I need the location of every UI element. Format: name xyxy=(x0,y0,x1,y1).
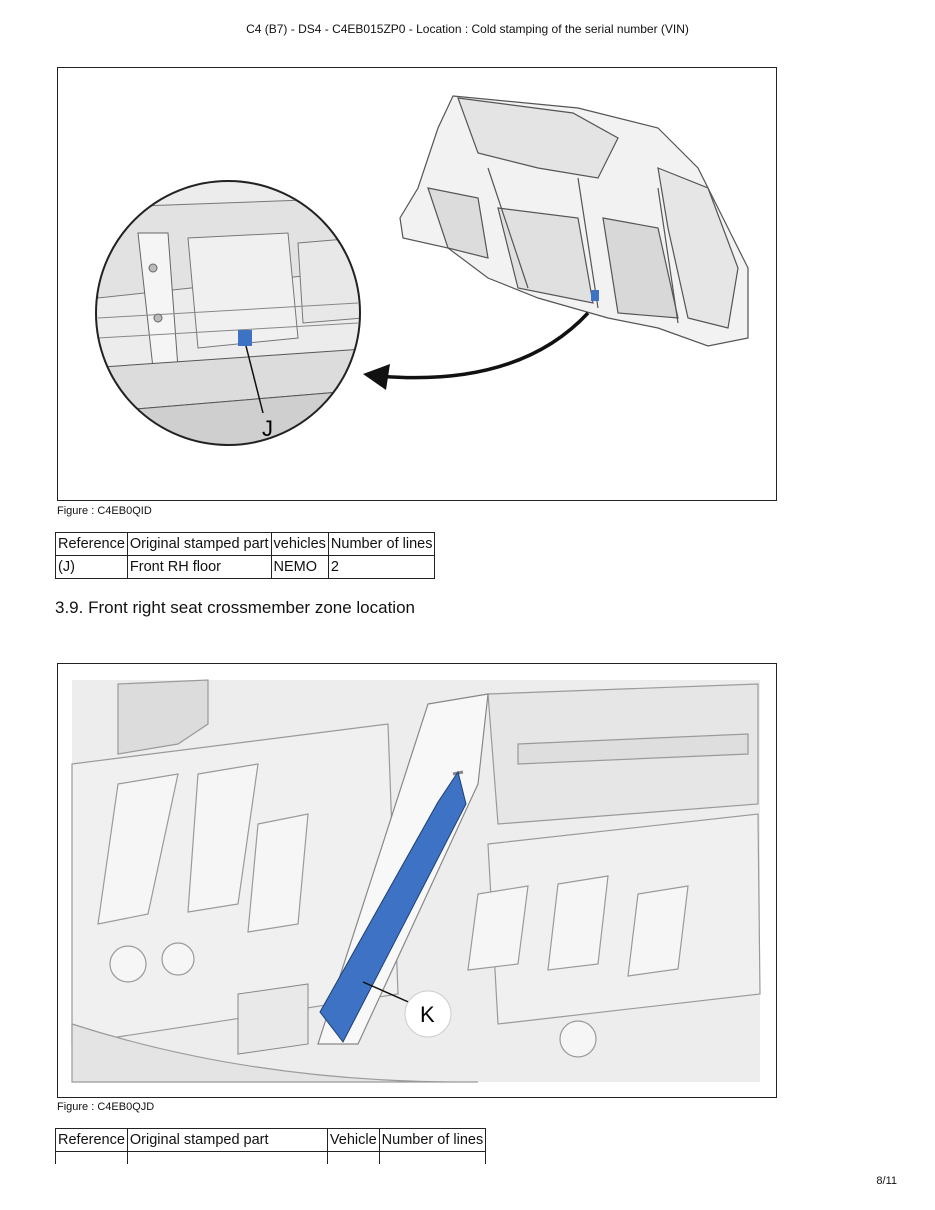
reference-table-2 xyxy=(55,1128,486,1164)
page-number: 8/11 xyxy=(876,1175,897,1187)
table-row xyxy=(56,556,435,579)
table-cell xyxy=(56,1152,128,1165)
reference-table-1 xyxy=(55,532,435,579)
header-cell: Reference xyxy=(56,1129,128,1152)
figure-2-caption: Figure : C4EB0QJD xyxy=(57,1101,155,1113)
header-cell: Number of lines xyxy=(328,533,435,556)
vehicle-body-illustration xyxy=(58,68,776,500)
seat-crossmember-illustration xyxy=(58,664,776,1097)
header-cell: Vehicle xyxy=(327,1129,379,1152)
figure-1-illustration xyxy=(57,67,777,501)
table-header-row xyxy=(56,533,435,556)
stamp-zone-marker-small xyxy=(591,290,599,301)
figure-1-caption: Figure : C4EB0QID xyxy=(57,505,152,517)
curved-arrow xyxy=(378,313,588,378)
table-cell xyxy=(127,1152,327,1165)
header-cell: Number of lines xyxy=(379,1129,486,1152)
section-title: 3.9. Front right seat crossmember zone location xyxy=(55,598,415,617)
header-cell: Original stamped part xyxy=(127,533,271,556)
page-header: C4 (B7) - DS4 - C4EB015ZP0 - Location : Cold stamping of the serial number (VIN) xyxy=(246,22,689,36)
table-cell xyxy=(379,1152,486,1165)
callout-label-j: J xyxy=(262,416,273,441)
car-body-shell xyxy=(400,96,748,346)
callout-label-k: K xyxy=(420,1002,435,1027)
table-row xyxy=(56,1152,486,1165)
header-cell: vehicles xyxy=(271,533,328,556)
arrow-head-icon xyxy=(363,364,390,390)
table-cell: NEMO xyxy=(271,556,328,579)
table-cell: 2 xyxy=(328,556,435,579)
stamp-zone-marker xyxy=(238,330,252,346)
header-cell: Reference xyxy=(56,533,128,556)
table-header-row xyxy=(56,1129,486,1152)
figure-2-illustration xyxy=(57,663,777,1098)
header-cell: Original stamped part xyxy=(127,1129,327,1152)
table-cell xyxy=(327,1152,379,1165)
zoom-detail xyxy=(88,178,388,448)
table-cell: Front RH floor xyxy=(127,556,271,579)
table-cell: (J) xyxy=(56,556,128,579)
seat-mount-bracket xyxy=(238,984,308,1054)
